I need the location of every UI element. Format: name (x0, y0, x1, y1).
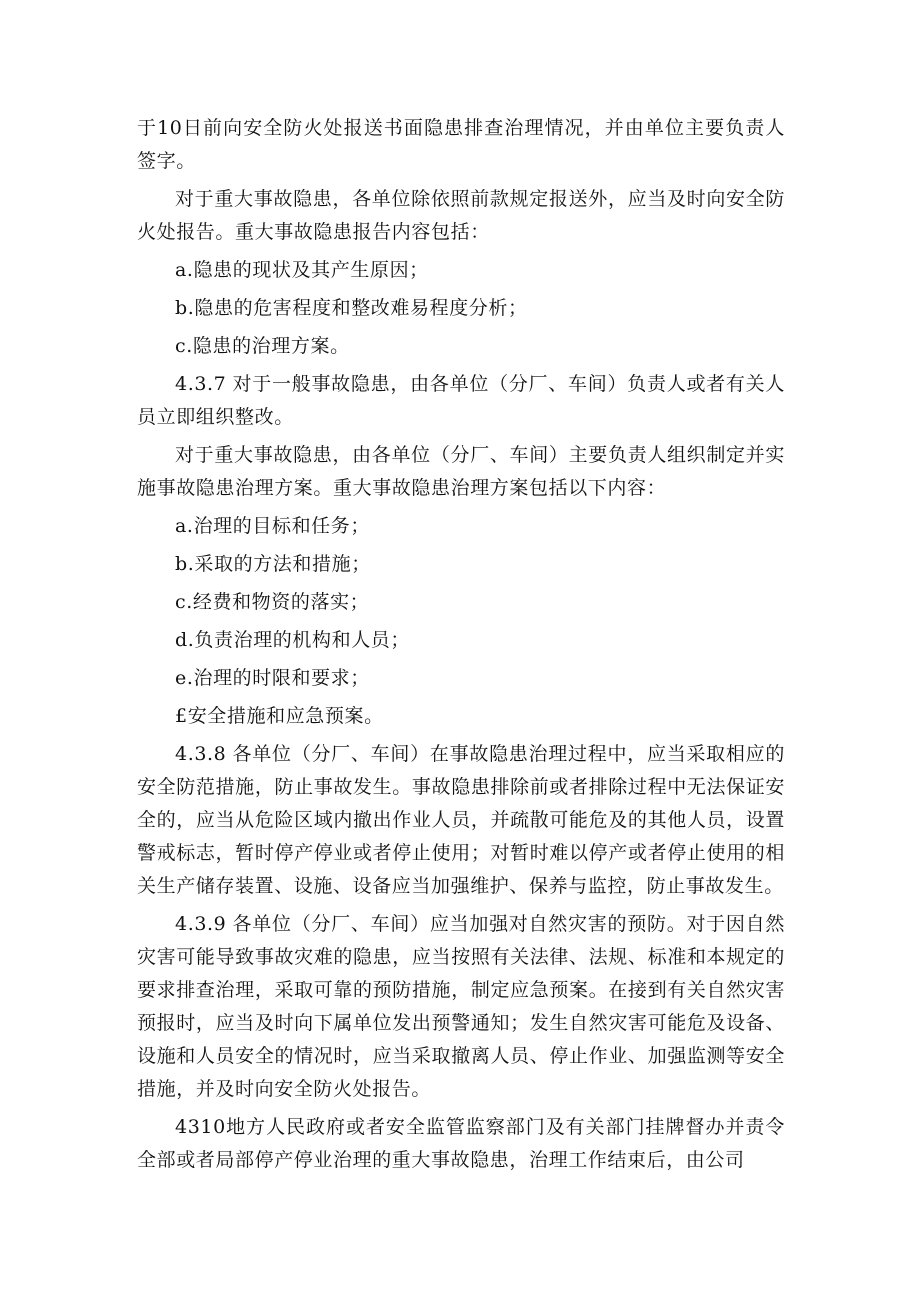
paragraph-major-hazard-plan (137, 439, 785, 505)
list-item-text: b.隐患的危害程度和整改难易程度分析； (175, 297, 528, 319)
list-item (137, 662, 785, 695)
list-item (137, 292, 785, 325)
clause-number: 4.3.8 (175, 743, 227, 765)
list-item-text: a.隐患的现状及其产生原因； (175, 259, 429, 281)
list-item-text: a.治理的目标和任务； (175, 515, 370, 537)
list-item (137, 510, 785, 543)
list-item (137, 330, 785, 363)
clause-text: 对于一般事故隐患，由各单位（分厂、车间）负责人或者有关人员立即组织整改。 (137, 373, 785, 428)
paragraph-text: 对于重大事故隐患，各单位除依照前款规定报送外，应当及时向安全防火处报告。重大事故隐患报告内容包括： (137, 188, 785, 243)
list-item (137, 700, 785, 733)
document-body (137, 112, 785, 1182)
list-item-text: d.负责治理的机构和人员； (175, 629, 411, 651)
clause-4310 (137, 1111, 785, 1177)
clause-text: 各单位（分厂、车间）应当加强对自然灾害的预防。对于因自然灾害可能导致事故灾难的隐患，应当按照有关法律、法规、标准和本规定的要求排查治理，采取可靠的预防措施，制定应急预案。在接到有关自然灾害预报时，应当及时向下属单位发出预警通知；发生自然灾害可能危及设备、设施和人员安全的情况时，应当采取撤离人员、停止作业、加强监测等安全措施，并及时向安全防火处报告。 (137, 913, 785, 1100)
list-item-text: c.隐患的治理方案。 (175, 335, 350, 357)
paragraph-continuation (137, 112, 785, 178)
clause-4-3-7 (137, 368, 785, 434)
list-item-text: b.采取的方法和措施； (175, 553, 371, 575)
paragraph-text: 对于重大事故隐患，由各单位（分厂、车间）主要负责人组织制定并实施事故隐患治理方案。重大事故隐患治理方案包括以下内容： (137, 444, 785, 499)
list-item (137, 254, 785, 287)
paragraph-major-hazard-report (137, 183, 785, 249)
list-item (137, 548, 785, 581)
clause-4-3-9 (137, 908, 785, 1106)
clause-number: 4.3.7 (175, 373, 227, 395)
clause-4-3-8 (137, 738, 785, 903)
clause-text: 地方人民政府或者安全监管监察部门及有关部门挂牌督办并责令全部或者局部停产停业治理的重大事故隐患，治理工作结束后，由公司 (137, 1116, 785, 1171)
clause-number: 4.3.9 (175, 913, 227, 935)
list-item-text: c.经费和物资的落实； (175, 591, 370, 613)
clause-text: 各单位（分厂、车间）在事故隐患治理过程中，应当采取相应的安全防范措施，防止事故发生。事故隐患排除前或者排除过程中无法保证安全的，应当从危险区域内撤出作业人员，并疏散可能危及的其他人员，设置警戒标志，暂时停产停业或者停止使用；对暂时难以停产或者停止使用的相关生产储存装置、设施、设备应当加强维护、保养与监控，防止事故发生。 (137, 743, 785, 897)
list-item (137, 624, 785, 657)
list-item-text: £安全措施和应急预案。 (175, 705, 384, 727)
list-item (137, 586, 785, 619)
paragraph-text: 于10日前向安全防火处报送书面隐患排查治理情况，并由单位主要负责人签字。 (137, 117, 785, 172)
clause-number: 4310 (175, 1116, 226, 1138)
list-item-text: e.治理的时限和要求； (175, 667, 370, 689)
